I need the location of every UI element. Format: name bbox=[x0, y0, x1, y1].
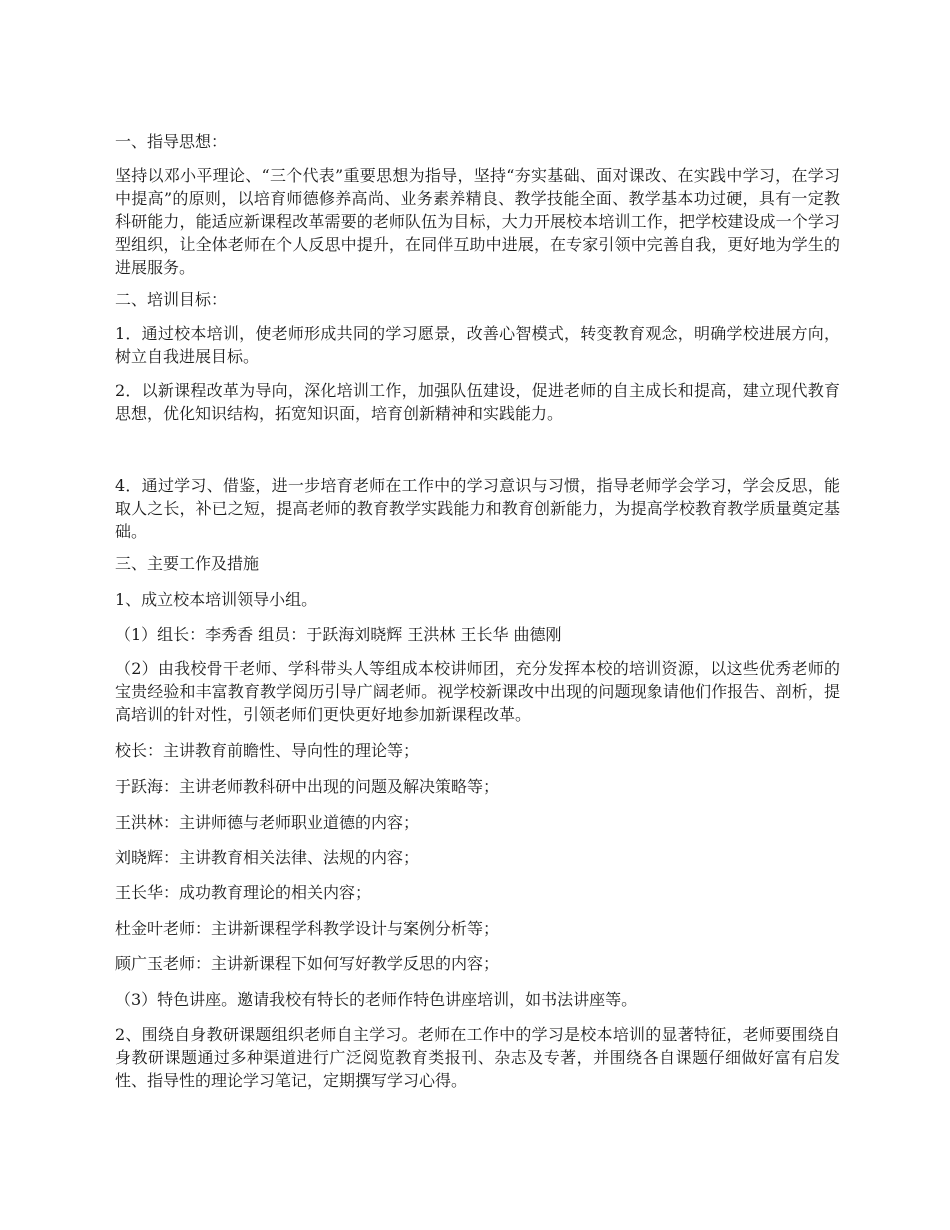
lecturer-line: 顾广玉老师：主讲新课程下如何写好教学反思的内容； bbox=[115, 954, 500, 973]
measure-subitem-2: （2）由我校骨干老师、学科带头人等组成本校讲师团，充分发挥本校的培训资源，以这些优秀老师的宝贵经验和丰富教育教学阅历引导广阔老师。视学校新课改中出现的问题现象请他们作报告、剖析，提高培训的针对性，引领老师们更快更好地参加新课程改革。 bbox=[115, 659, 840, 724]
lecturer-line: 杜金叶老师：主讲新课程学科教学设计与案例分析等； bbox=[115, 919, 500, 938]
heading-main-measures: 三、主要工作及措施 bbox=[115, 554, 260, 573]
goal-item-2: 2．以新课程改革为导向，深化培训工作，加强队伍建设，促进老师的自主成长和提高，建立现代教育思想，优化知识结构，拓宽知识面，培育创新精神和实践能力。 bbox=[115, 381, 840, 423]
measure-item-2: 2、围绕自身教研课题组织老师自主学习。老师在工作中的学习是校本培训的显著特征，老师要围绕自身教研课题通过多种渠道进行广泛阅览教育类报刊、杂志及专著，并围绕各自课题仔细做好富有启发性、指导性的理论学习笔记，定期撰写学习心得。 bbox=[115, 1025, 840, 1090]
goal-item-4: 4．通过学习、借鉴，进一步培育老师在工作中的学习意识与习惯，指导老师学会学习，学会反思，能取人之长，补已之短，提高老师的教育教学实践能力和教育创新能力，为提高学校教育教学质量奠定基础。 bbox=[115, 476, 840, 541]
measure-subitem-3: （3）特色讲座。邀请我校有特长的老师作特色讲座培训，如书法讲座等。 bbox=[115, 990, 638, 1009]
measure-item-1: 1、成立校本培训领导小组。 bbox=[115, 590, 318, 609]
paragraph-guiding-thought: 坚持以邓小平理论、“三个代表”重要思想为指导，坚持“夯实基础、面对课改、在实践中学习，在学习中提高”的原则，以培育师德修养高尚、业务素养精良、教学技能全面、教学基本功过硬，具有一定教科研能力，能适应新课程改革需要的老师队伍为目标，大力开展校本培训工作，把学校建设成一个学习型组织，让全体老师在个人反思中提升，在同伴互助中进展，在专家引领中完善自我，更好地为学生的进展服务。 bbox=[115, 166, 840, 277]
lecturer-line: 校长：主讲教育前瞻性、导向性的理论等； bbox=[115, 741, 420, 760]
heading-training-goals: 二、培训目标： bbox=[115, 290, 228, 309]
lecturer-line: 王长华：成功教育理论的相关内容； bbox=[115, 883, 372, 902]
goal-item-1: 1．通过校本培训，使老师形成共同的学习愿景，改善心智模式，转变教育观念，明确学校进展方向，树立自我进展目标。 bbox=[115, 324, 840, 366]
lecturer-line: 王洪林：主讲师德与老师职业道德的内容； bbox=[115, 813, 420, 832]
lecturer-line: 于跃海：主讲老师教科研中出现的问题及解决策略等； bbox=[115, 777, 500, 796]
lecturer-line: 刘晓辉：主讲教育相关法律、法规的内容； bbox=[115, 848, 420, 867]
heading-guiding-thought: 一、指导思想： bbox=[115, 132, 228, 151]
measure-subitem-1: （1）组长：李秀香 组员：于跃海刘晓辉 王洪林 王长华 曲德刚 bbox=[115, 625, 562, 644]
